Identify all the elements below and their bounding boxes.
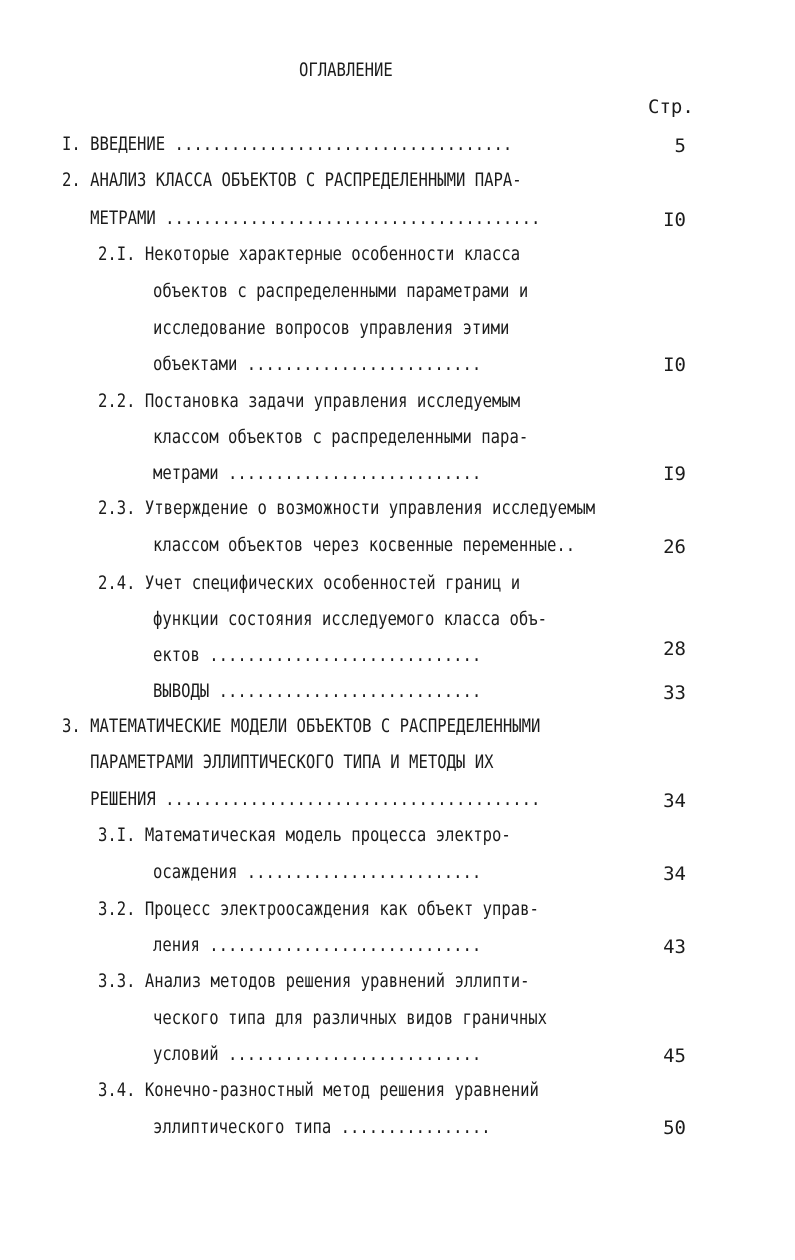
toc-entry-conclusions: ВЫВОДЫ ............................ (153, 680, 482, 702)
toc-entry-3-4-line2: эллиптического типа ................ (153, 1116, 491, 1138)
page-number: 34 (663, 790, 686, 812)
toc-entry-3-3-line3: условий ........................... (153, 1043, 482, 1065)
toc-entry-2-1-line3: исследование вопросов управления этими (153, 317, 510, 339)
toc-entry-2-1-line4: объектами ......................... (153, 353, 482, 375)
page-number: 33 (663, 682, 686, 704)
toc-entry-3-3-line1: 3.3. Анализ методов решения уравнений эллипти- (98, 970, 530, 992)
toc-entry-chapter2-line2: МЕТРАМИ ........................................ (62, 207, 541, 229)
toc-entry-2-3-line1: 2.3. Утверждение о возможности управления исследуемым (98, 497, 596, 519)
toc-entry-3-1-line2: осаждения ......................... (153, 861, 482, 883)
toc-entry-2-1-line2: объектов с распределенными параметрами и (153, 280, 529, 302)
toc-entry-2-4-line3: ектов ............................. (153, 644, 482, 666)
toc-entry-chapter3-line2: ПАРАМЕТРАМИ ЭЛЛИПТИЧЕСКОГО ТИПА И МЕТОДЫ ИХ (62, 751, 494, 773)
page-number: I9 (663, 463, 686, 485)
toc-entry-intro: I. ВВЕДЕНИЕ .................................... (62, 133, 513, 155)
page-number: I0 (663, 354, 686, 376)
toc-entry-2-4-line2: функции состояния исследуемого класса объ- (153, 608, 547, 630)
page-number: 34 (663, 863, 686, 885)
page-number: 50 (663, 1117, 686, 1139)
toc-entry-2-1-line1: 2.I. Некоторые характерные особенности класса (98, 243, 521, 265)
toc-entry-2-2-line2: классом объектов с распределенными пара- (153, 426, 529, 448)
toc-entry-3-3-line2: ческого типа для различных видов граничных (153, 1007, 547, 1029)
page-number: 45 (663, 1045, 686, 1067)
toc-entry-3-2-line2: ления ............................. (153, 934, 482, 956)
page-number: 43 (663, 936, 686, 958)
page-number: I0 (663, 209, 686, 231)
toc-entry-2-2-line3: метрами ........................... (153, 462, 482, 484)
page-number: 5 (674, 135, 686, 157)
toc-entry-2-3-line2: классом объектов через косвенные переменные.. (153, 534, 576, 556)
page-column-header: Стр. (648, 96, 694, 118)
toc-entry-2-4-line1: 2.4. Учет специфических особенностей границ и (98, 572, 521, 594)
toc-entry-chapter2-line1: 2. АНАЛИЗ КЛАССА ОБЪЕКТОВ С РАСПРЕДЕЛЕННЫМИ ПАРА- (62, 169, 522, 191)
toc-entry-3-4-line1: 3.4. Конечно-разностный метод решения уравнений (98, 1079, 539, 1101)
toc-entry-chapter3-line3: РЕШЕНИЯ ........................................ (62, 788, 541, 810)
page-number: 28 (663, 638, 686, 660)
toc-entry-chapter3-line1: 3. МАТЕМАТИЧЕСКИЕ МОДЕЛИ ОБЪЕКТОВ С РАСПРЕДЕЛЕННЫМИ (62, 715, 541, 737)
page-number: 26 (663, 536, 686, 558)
toc-entry-3-1-line1: 3.I. Математическая модель процесса электро- (98, 824, 511, 846)
page-title: ОГЛАВЛЕНИЕ (299, 59, 393, 81)
toc-entry-3-2-line1: 3.2. Процесс электроосаждения как объект управ- (98, 898, 539, 920)
toc-entry-2-2-line1: 2.2. Постановка задачи управления исследуемым (98, 390, 521, 412)
